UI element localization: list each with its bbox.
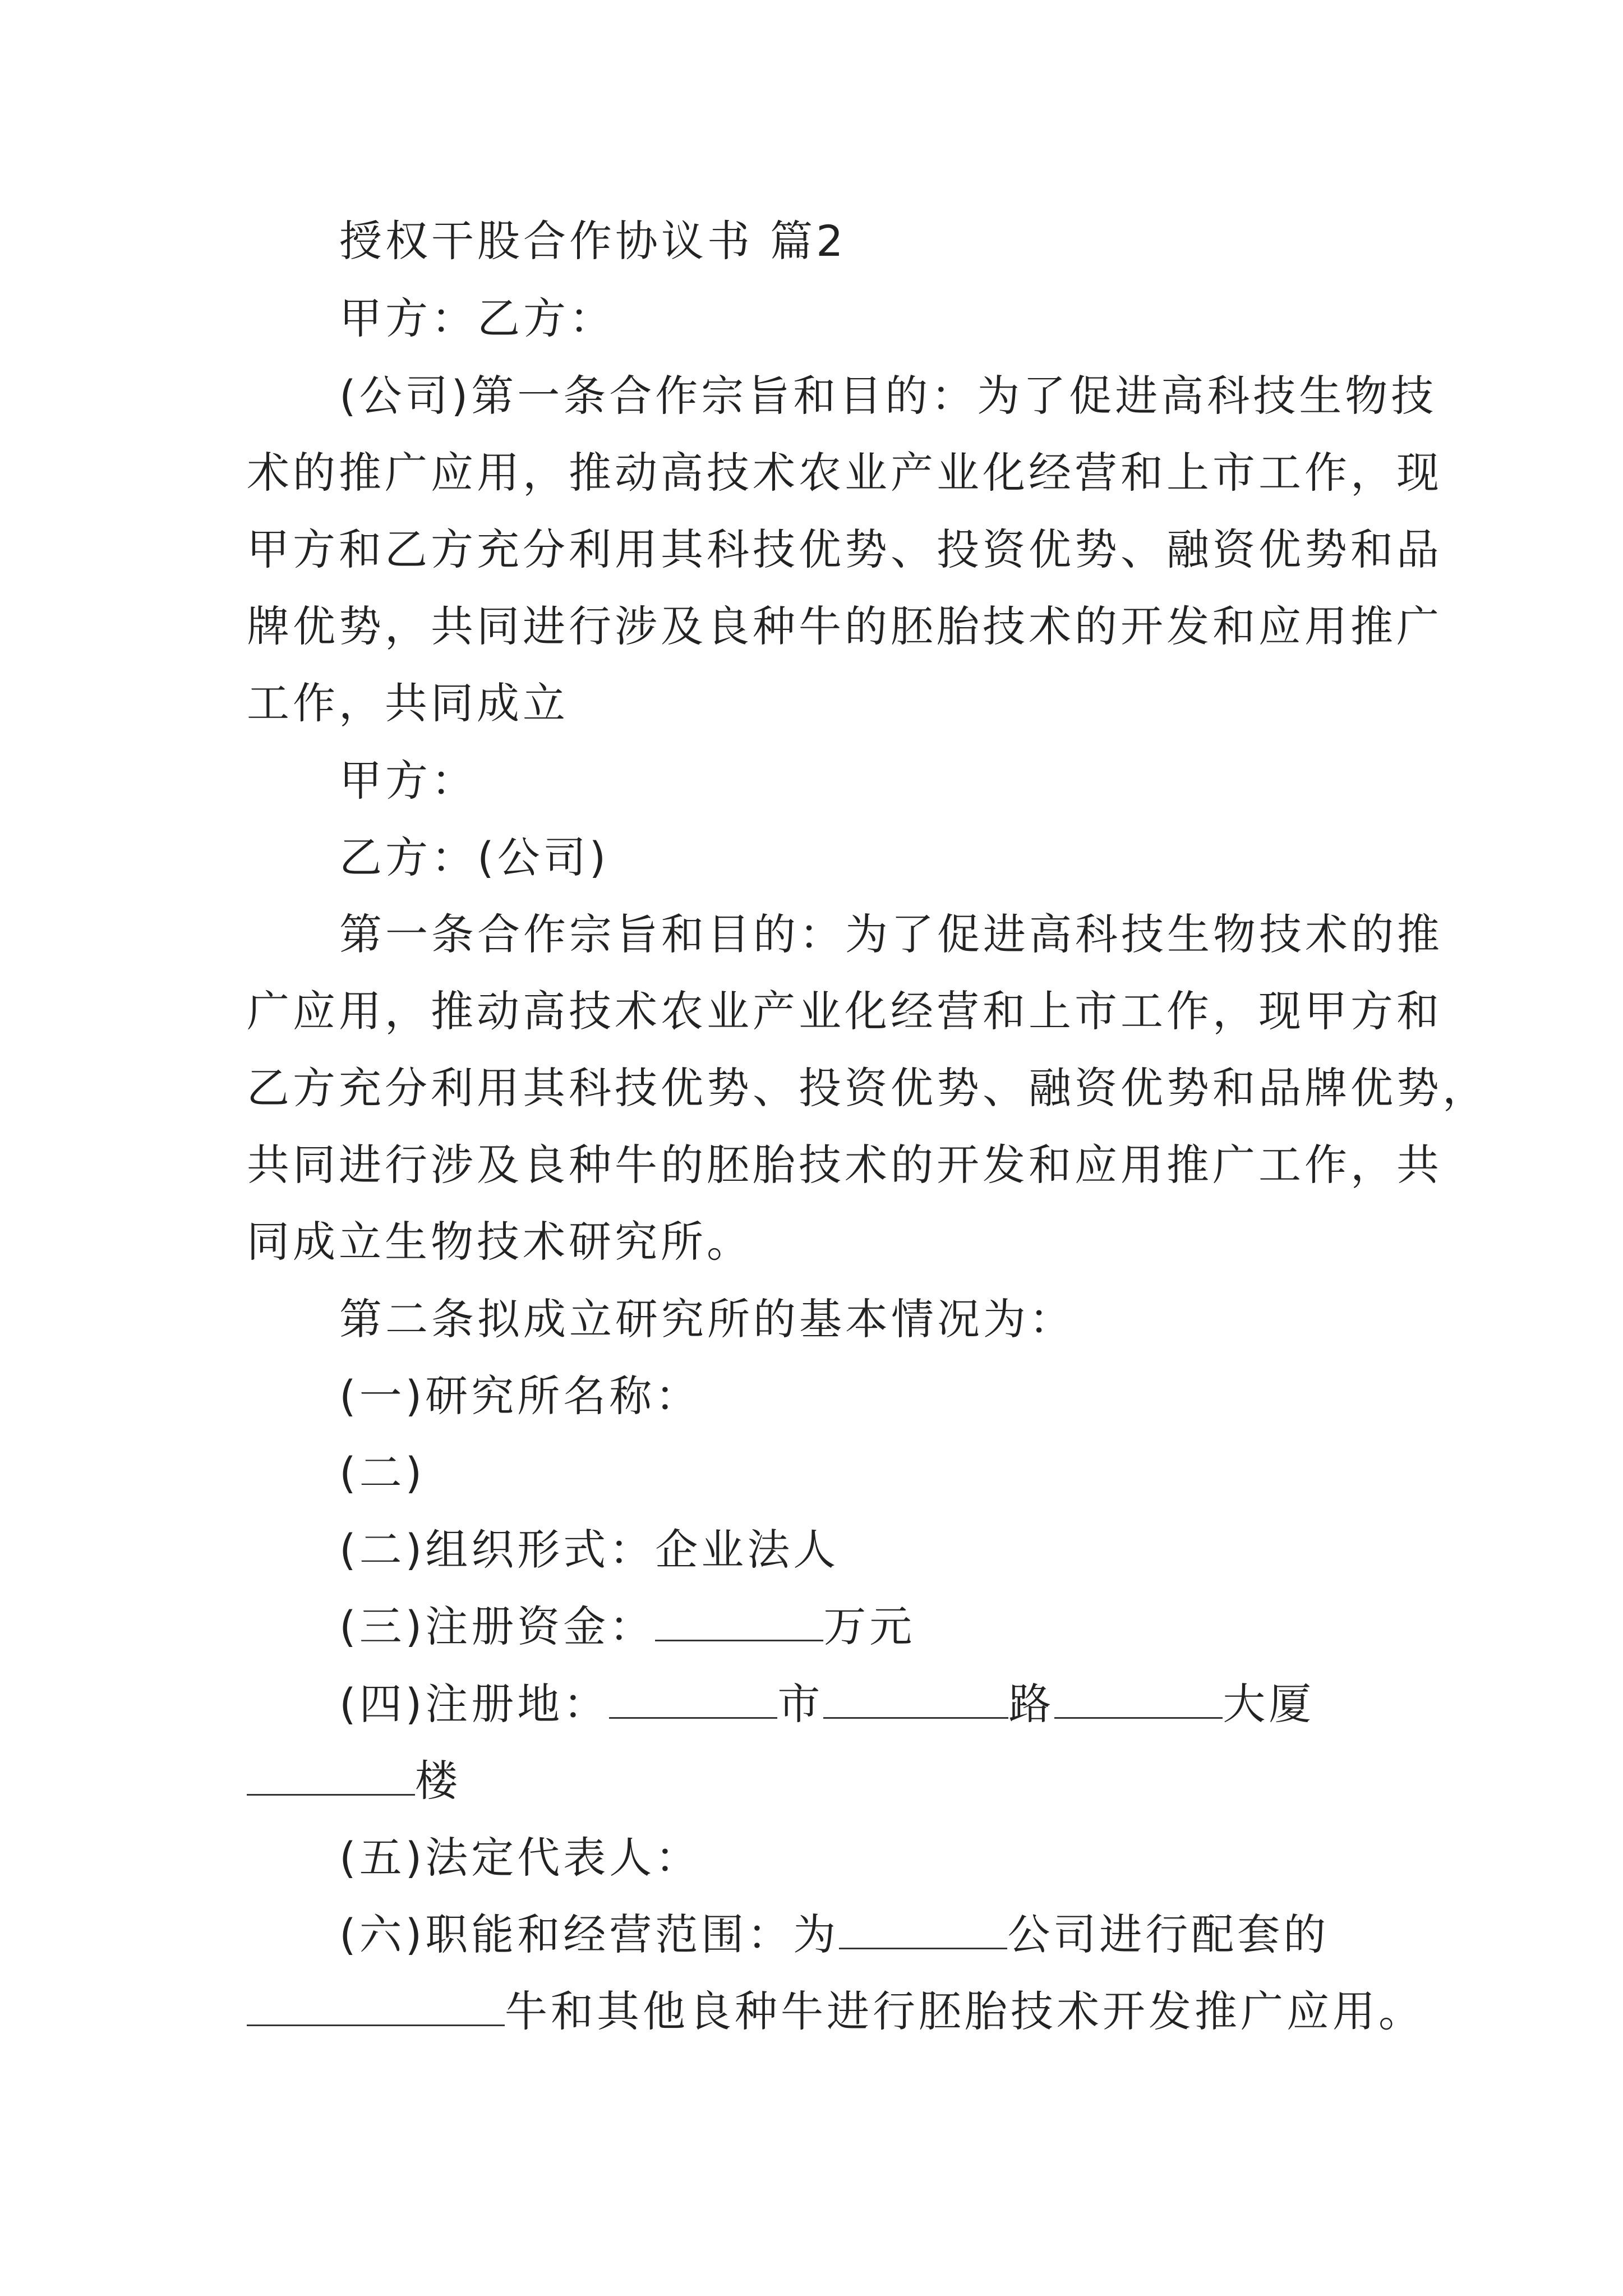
item-3 [339, 1600, 915, 1654]
road-blank [823, 1682, 1008, 1719]
item-6 [339, 1908, 1329, 1962]
item-6-prefix: (六)职能和经营范围：为 [339, 1910, 840, 1959]
para1-line-2: 术的推广应用，推动高技术农业产业化经营和上市工作，现 [247, 448, 1442, 498]
item-2a: (二) [339, 1448, 426, 1498]
item-4-city: 市 [777, 1679, 824, 1729]
para1-line-5: 工作，共同成立 [247, 678, 569, 728]
item-4-floor: 楼 [415, 1756, 461, 1806]
article-2-heading: 第二条拟成立研究所的基本情况为： [339, 1294, 1075, 1344]
item-1: (一)研究所名称： [339, 1371, 702, 1421]
para2-line-2: 广应用，推动高技术农业产业化经营和上市工作，现甲方和 [247, 986, 1442, 1036]
item-6-line-2 [247, 1985, 1424, 2039]
party-a: 甲方： [339, 756, 477, 806]
parties-line: 甲方：乙方： [339, 293, 615, 343]
party-b: 乙方：(公司) [339, 832, 610, 882]
para2-line-4: 共同进行涉及良种牛的胚胎技术的开发和应用推广工作，共 [247, 1140, 1442, 1190]
para1-line-4: 牌优势，共同进行涉及良种牛的胚胎技术的开发和应用推广 [247, 601, 1442, 651]
item-3-prefix: (三)注册资金： [339, 1602, 656, 1651]
cattle-breed-blank [247, 1990, 505, 2026]
building-blank [1054, 1682, 1223, 1719]
registered-capital-blank [655, 1605, 823, 1641]
item-4 [339, 1677, 1315, 1731]
city-blank [609, 1682, 777, 1719]
company-blank [839, 1913, 1007, 1949]
item-4-prefix: (四)注册地： [339, 1679, 610, 1729]
para1-line-1: (公司)第一条合作宗旨和目的：为了促进高科技生物技 [339, 371, 1437, 421]
document-title: 授权干股合作协议书 篇2 [339, 216, 847, 266]
item-4-road: 路 [1008, 1679, 1055, 1729]
item-4-floor-line [247, 1754, 461, 1808]
item-4-building: 大厦 [1223, 1679, 1315, 1729]
item-6-suffix: 牛和其他良种牛进行胚胎技术开发推广应用。 [505, 1986, 1424, 2036]
floor-blank [247, 1759, 415, 1796]
para2-line-1: 第一条合作宗旨和目的：为了促进高科技生物技术的推 [339, 909, 1443, 959]
item-6-mid: 公司进行配套的 [1007, 1910, 1330, 1959]
item-3-suffix: 万元 [823, 1602, 916, 1651]
item-2b: (二)组织形式：企业法人 [339, 1525, 840, 1575]
para2-line-3: 乙方充分利用其科技优势、投资优势、融资优势和品牌优势， [247, 1063, 1488, 1113]
para2-line-5: 同成立生物技术研究所。 [247, 1217, 753, 1267]
para1-line-3: 甲方和乙方充分利用其科技优势、投资优势、融资优势和品 [247, 524, 1442, 574]
item-5: (五)法定代表人： [339, 1833, 702, 1883]
